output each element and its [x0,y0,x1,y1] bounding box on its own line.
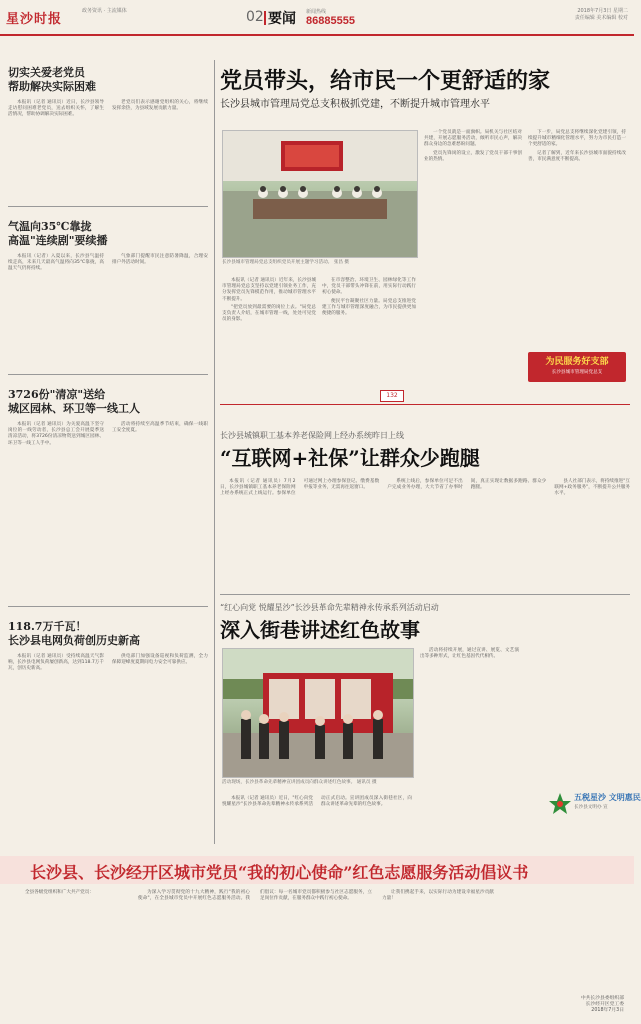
lead-paragraph: 在市容整治、环境卫生、园林绿化等工作中，党员干部带头冲锋在前，用实际行动践行初心使命。 [322,278,416,296]
hotline-label: 新闻热线 [306,9,327,15]
lead-body-column-4 [528,130,626,348]
story-paragraph: 本报讯（记者 通讯员）7月2日，长沙县城镇职工基本养老保险网上经办系统正式上线运行。参保单位可通过网上办理参保登记、缴费基数申报等业务，无需再往返窗口。 [220,479,380,497]
section-divider [220,594,630,595]
lead-paragraph: 记者了解到，近年来长沙县城市面貌持续改善，市民满意度不断提高。 [528,150,626,162]
story-paragraph: 本报讯（记者 通讯员）为关爱高温下坚守岗位的一线劳动者，长沙县总工会开展夏季送清凉活动，将3726份清凉物资送到城区园林、环卫等一线工人手中。 [8,422,104,446]
lead-body-column-3 [424,130,522,388]
story-paragraph: 活动将持续开展，通过宣讲、展览、文艺演出等多种形式，让红色基因代代相传。 [420,648,519,660]
newspaper-brand: 星沙时报 [6,12,63,27]
story-title-line1: 气温向35℃靠拢 [8,220,92,233]
logo-title: 五税星沙 文明惠民 [574,792,641,802]
column-divider [8,606,208,607]
brand-subtitle: 政务资讯 · 主流媒体 [82,8,127,14]
story-paragraph: 活动将持续至高温季节结束，确保一线职工安全度夏。 [112,422,208,434]
proposal-paragraph: 让我们携起手来，以实际行动为建设幸福星沙贡献力量！ [382,890,494,902]
story-kicker: 长沙县城镇职工基本养老保险网上经办系统昨日上线 [220,431,404,440]
story-title: 深入街巷讲述红色故事 [220,618,420,642]
street-event-illustration [223,649,413,777]
story-body [8,654,208,850]
logo-subtitle: 长沙县文明办 宣 [574,805,608,810]
lead-paragraph: 一个党员就是一面旗帜。局机关与社区结对共建，开展志愿服务活动，倾听市民心声，解决群众身边的急难愁盼问题。 [424,130,522,148]
story-title-line2: 高温"连续剧"要续播 [8,234,108,247]
column-divider [8,374,208,375]
lead-photo [222,130,418,258]
story-body [220,479,630,583]
story-paragraph: 老党员们表示感谢党组织的关心，将继续发挥余热，为县域发展贡献力量。 [112,100,208,112]
proposal-body [16,890,616,1000]
column-divider [8,206,208,207]
editor-line: 责任编辑 美术编辑 校对 [574,15,628,21]
proposal-paragraph: 全县各级党组织和广大共产党员： [25,890,94,895]
inset-box [380,390,404,402]
story-paragraph: 供电部门加强设备巡视和负荷监测，全力保障迎峰度夏期间电力安全可靠供应。 [112,654,208,666]
story-title-line2: 长沙县电网负荷创历史新高 [8,634,140,647]
story-title-line2: 帮助解决实际困难 [8,80,96,93]
section-divider [220,404,630,405]
lead-paragraph: "把党员放到最需要的岗位上去。"局党总支负责人介绍，在城市管理一线，处处可见党员的身影。 [222,304,316,323]
lead-body-column-1 [222,278,316,388]
section-title: 要闻 [268,11,296,27]
story-body [8,100,208,184]
red-story-body-right [420,648,626,776]
story-kicker: “红心向党 悦耀星沙”长沙县革命先辈精神永传承系列活动启动 [220,603,439,612]
lead-subtitle: 长沙县城市管理局党总支积极抓党建，不断提升城市管理水平 [220,99,490,110]
story-title-line2: 城区园林、环卫等一线工人 [8,402,140,415]
lead-title: 党员带头，给市民一个更舒适的家 [220,68,551,94]
story-paragraph: 县人社部门表示，将持续推进"互联网+政务服务"，不断提升公共服务水平。 [554,479,630,497]
story-title-line1: 118.7万千瓦！ [8,620,87,633]
story-paragraph: 系统上线后，参保单位可足不出户完成业务办理，大大节省了办事时间，真正实现让数据多跑路、群众少跑腿。 [387,479,547,491]
civilization-logo [548,786,641,844]
caption-text: 活动现场，长沙县革命先辈精神宣讲团成员向群众讲述红色故事。 [222,780,356,785]
lead-paragraph: 本报讯（记者 通讯员）近年来，长沙县城市管理局党总支坚持以党建引领业务工作，充分发挥党员先锋模范作用，推动城市管理水平不断提升。 [222,278,316,302]
photo-credit: 通讯员 摄 [356,780,377,785]
signature-line: 中共长沙县委组织部 [580,996,624,1001]
red-story-body-left [222,796,412,846]
signature-line: 长沙经开区党工委 [585,1002,624,1008]
story-paragraph: 本报讯（记者 通讯员）近日，"红心向党 悦耀星沙"长沙县革命先辈精神永传承系列活动正式启动。宣讲团成员深入街巷社区，向群众讲述革命先辈的红色故事。 [222,796,412,808]
social-security-story [220,430,630,583]
inset-number: 132 [386,392,398,399]
story-body [8,422,208,598]
sidebar-badge [528,352,626,382]
red-story-feature [220,602,630,643]
masthead [0,0,634,34]
vertical-divider [214,60,215,844]
proposal-paragraph: 为深入学习贯彻党的十九大精神，践行"我的初心使命"，在全县城市党员中开展红色志愿服务活动。我们倡议：每一名城市党员都积极参与社区志愿服务，立足岗位作贡献，在服务群众中践行初心使命。 [138,890,372,902]
date-text: 2018年7月3日 星期二 [577,8,628,14]
story-body [8,254,208,352]
page-divider [264,11,266,25]
sidebar-badge-title: 为民服务好支部 [545,357,609,367]
meeting-illustration [223,131,417,257]
lead-paragraph: 下一步，局党总支将继续深化党建引领，持续提升城市精细化管理水平，努力为市民打造一个更舒适的家。 [528,130,626,148]
lead-photo-caption [222,260,416,266]
story-paragraph: 本报讯（记者 通讯员）受持续高温天气影响，长沙县电网负荷屡创新高，达到118.7万千瓦，创历史新高。 [8,654,104,672]
star-logo-icon [548,792,572,816]
proposal-signature [520,996,624,1015]
masthead-rule [0,34,634,36]
story-veteran-members [8,66,208,184]
lead-story-header [220,68,630,112]
photo-credit: 张昌 摄 [333,260,349,265]
sidebar-badge-subtitle: 长沙县城市管理局党总支 [551,370,603,375]
story-cool-gifts [8,388,208,598]
lead-body-column-2 [322,278,416,388]
story-title-line1: 3726份"清凉"送给 [8,388,106,401]
signature-date: 2018年7月3日 [591,1008,624,1014]
story-power-load [8,620,208,850]
hotline-number: 86885555 [306,15,355,27]
red-story-photo-caption [222,780,412,786]
dateline [575,8,628,22]
story-paragraph: 本报讯（记者 通讯员）近日，长沙县领导走访慰问困难老党员，送去组织关怀，了解生活情况，帮助协调解决实际困难。 [8,100,104,118]
caption-text: 长沙县城市管理局党总支组织党员开展主题学习活动。 [222,260,333,265]
red-story-photo [222,648,414,778]
story-title-line1: 切实关爱老党员 [8,66,85,79]
story-title: “互联网+社保”让群众少跑腿 [220,446,480,470]
lead-paragraph: 党员先锋岗的设立，激发了党员干部干事创业的热情。 [424,150,522,162]
proposal-title: 长沙县、长沙经开区城市党员“我的初心使命”红色志愿服务活动倡议书 [30,863,529,882]
page-number: 02 [246,9,264,25]
story-paragraph: 本报讯（记者）入夏以来，长沙县气温持续走高，未来几天最高气温将向35℃靠拢，高温天气仍将持续。 [8,254,104,272]
story-heat-wave [8,220,208,352]
story-paragraph: 气象部门提醒市民注意防暑降温，合理安排户外活动时间。 [112,254,208,266]
lead-paragraph: 便民平台凝聚社区力量。局党总支推进党建工作与城市管理深度融合，为市民提供更加便捷的服务。 [322,298,416,317]
